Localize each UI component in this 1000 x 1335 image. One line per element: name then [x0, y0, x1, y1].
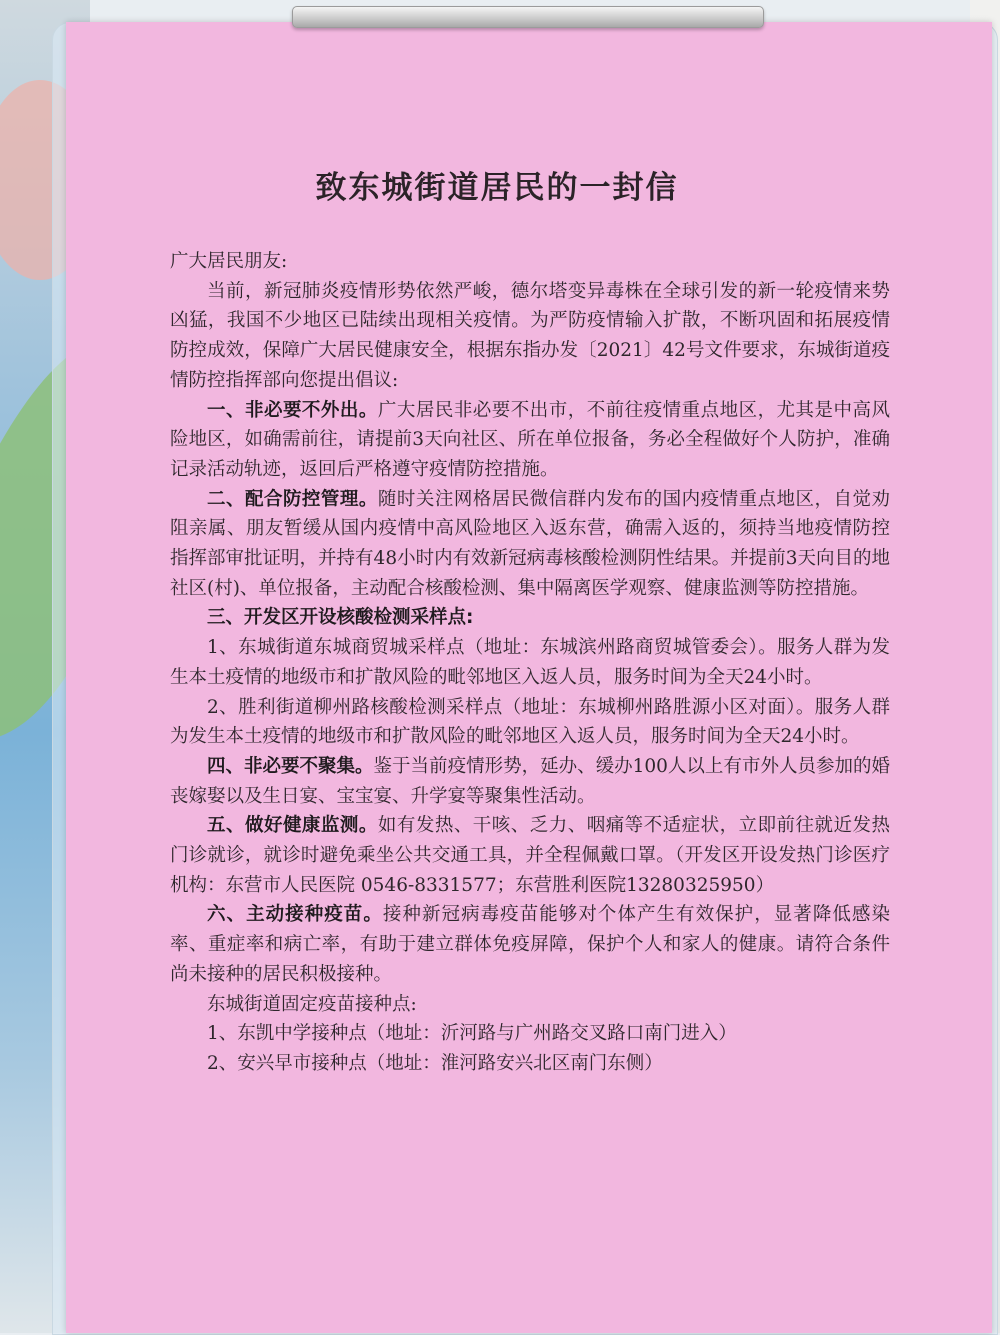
- section-3: [170, 603, 890, 633]
- sampling-point-1: 1、东城街道东城商贸城采样点（地址：东城滨州路商贸城管委会）。服务人群为发生本土疫情的地级市和扩散风险的毗邻地区入返人员，服务时间为全天24小时。: [170, 637, 890, 688]
- vaccine-point-2: 2、安兴早市接种点（地址：淮河路安兴北区南门东侧）: [207, 1052, 663, 1074]
- section-6: [170, 900, 890, 989]
- section-6-heading: 六、主动接种疫苗。: [207, 904, 383, 926]
- section-3-heading: 三、开发区开设核酸检测采样点:: [207, 607, 474, 629]
- section-1-heading: 一、非必要不外出。: [207, 399, 378, 421]
- section-5-text: 如有发热、干咳、乏力、咽痛等不适症状，立即前往就近发热门诊就诊，就诊时避免乘坐公共交通工具，并全程佩戴口罩。（开发区开设发热门诊医疗机构：东营市人民医院 0546-8331577；东营胜利医院13280325950）: [170, 815, 890, 896]
- section-2-heading: 二、配合防控管理。: [207, 488, 378, 510]
- intro-paragraph: 当前，新冠肺炎疫情形势依然严峻，德尔塔变异毒株在全球引发的新一轮疫情来势凶猛，我国不少地区已陆续出现相关疫情。为严防疫情输入扩散，不断巩固和拓展疫情防控成效，保障广大居民健康安全，根据东指办发〔2021〕42号文件要求，东城街道疫情防控指挥部向您提出倡议:: [170, 280, 890, 391]
- section-1-text: 广大居民非必要不出市，不前往疫情重点地区，尤其是中高风险地区，如确需前往，请提前3天向社区、所在单位报备，务必全程做好个人防护，准确记录活动轨迹，返回后严格遵守疫情防控措施。: [170, 399, 890, 480]
- vaccine-intro: 东城街道固定疫苗接种点:: [207, 993, 417, 1015]
- section-4-text: 鉴于当前疫情形势，延办、缓办100人以上有市外人员参加的婚丧嫁娶以及生日宴、宝宝宴、升学宴等聚集性活动。: [170, 755, 890, 807]
- section-5: [170, 811, 890, 900]
- section-6-text: 接种新冠病毒疫苗能够对个体产生有效保护，显著降低感染率、重症率和病亡率，有助于建立群体免疫屏障，保护个人和家人的健康。请符合条件尚未接种的居民积极接种。: [170, 904, 890, 985]
- section-2-text: 随时关注网格居民微信群内发布的国内疫情重点地区，自觉劝阻亲属、朋友暂缓从国内疫情中高风险地区入返东营，确需入返的，须持当地疫情防控指挥部审批证明，并持有48小时内有效新冠病毒核酸检测阴性结果。并提前3天向目的地社区(村)、单位报备，主动配合核酸检测、集中隔离医学观察、健康监测等防控措施。: [170, 488, 890, 599]
- section-1: [170, 396, 890, 485]
- section-5-heading: 五、做好健康监测。: [207, 815, 378, 837]
- section-4-heading: 四、非必要不聚集。: [207, 755, 374, 777]
- section-2: [170, 485, 890, 604]
- letter-body: [170, 247, 890, 1079]
- salutation: 广大居民朋友:: [170, 251, 288, 272]
- sampling-point-2: 2、胜利街道柳州路核酸检测采样点（地址：东城柳州路胜源小区对面）。服务人群为发生本土疫情的地级市和扩散风险的毗邻地区入返人员，服务时间为全天24小时。: [170, 696, 890, 748]
- vaccine-point-1: 1、东凯中学接种点（地址：沂河路与广州路交叉路口南门进入）: [207, 1023, 737, 1045]
- letter-title: 致东城街道居民的一封信: [315, 170, 679, 206]
- section-4: [170, 752, 890, 811]
- clipboard-clip: [292, 6, 764, 28]
- letter-paper: [66, 22, 992, 1333]
